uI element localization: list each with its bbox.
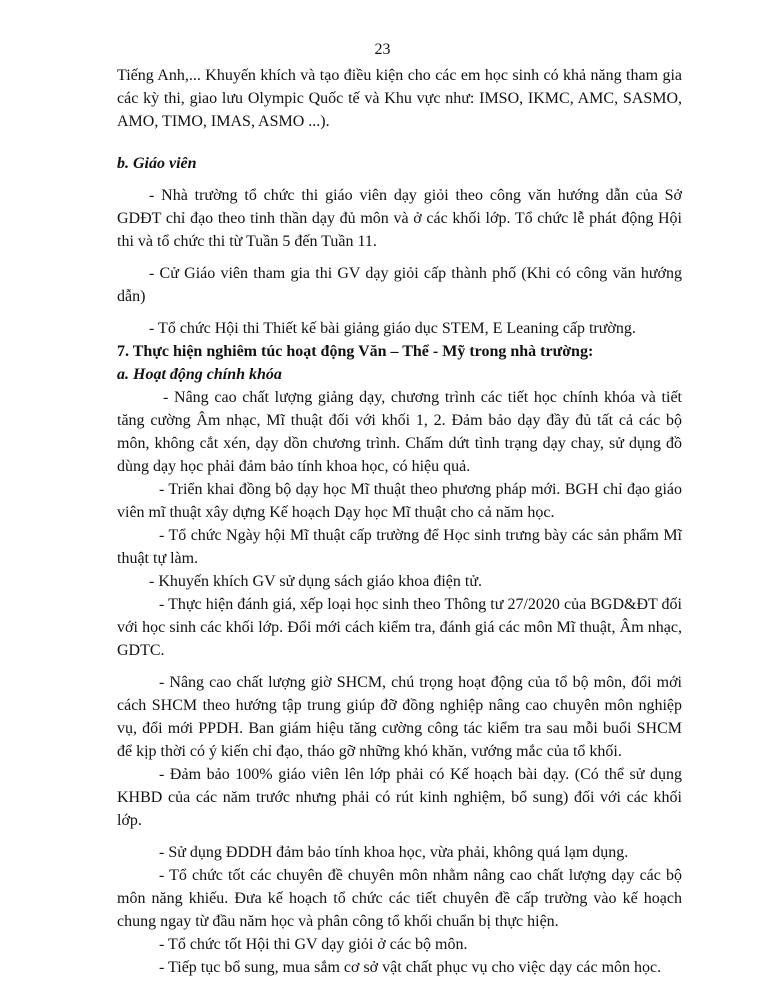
paragraph-stem-contest: - Tổ chức Hội thi Thiết kế bài giảng giáo dục STEM, E Leaning cấp trường. <box>149 320 636 337</box>
document-body <box>117 64 682 979</box>
paragraph-topics: - Tổ chức tốt các chuyên đề chuyên môn nhằm nâng cao chất lượng dạy các bộ môn năng khiếu. Đưa kế hoạch tổ chức các tiết chuyên đề cấp trường vào kế hoạch chung ngay từ đầu năm học và phân công tổ khối chuẩn bị thực hiện. <box>117 867 682 930</box>
paragraph-art-day: - Tổ chức Ngày hội Mĩ thuật cấp trường để Học sinh trưng bày các sản phẩm Mĩ thuật tự làm. <box>117 527 682 567</box>
paragraph-assessment: - Thực hiện đánh giá, xếp loại học sinh theo Thông tư 27/2020 của BGD&ĐT đối với học sinh các khối lớp. Đổi mới cách kiểm tra, đánh giá các môn Mĩ thuật, Âm nhạc, GDTC. <box>117 596 682 659</box>
paragraph-shcm: - Nâng cao chất lượng giờ SHCM, chú trọng hoạt động của tổ bộ môn, đổi mới cách SHCM theo hướng tập trung giúp đỡ đồng nghiệp nâng cao chuyên môn nghiệp vụ, đổi mới PPDH. Ban giám hiệu tăng cường công tác kiểm tra sau mỗi buổi SHCM để kịp thời có ý kiến chỉ đạo, tháo gỡ những khó khăn, vướng mắc của tổ khối. <box>117 674 682 760</box>
paragraph-lesson-plans: - Đảm bảo 100% giáo viên lên lớp phải có Kế hoạch bài dạy. (Có thể sử dụng KHBD của các năm trước nhưng phải có rút kinh nghiệm, bổ sung) đối với các khối lớp. <box>117 766 682 829</box>
paragraph-teaching-aids: - Sử dụng ĐDDH đảm bảo tính khoa học, vừa phải, không quá lạm dụng. <box>159 844 629 861</box>
paragraph-olympic: Tiếng Anh,... Khuyến khích và tạo điều kiện cho các em học sinh có khả năng tham gia các kỳ thi, giao lưu Olympic Quốc tế và Khu vực như: IMSO, IKMC, AMC, SASMO, AMO, TIMO, IMAS, ASMO ...). <box>117 67 682 130</box>
page-number: 23 <box>374 41 391 58</box>
paragraph-city-contest: - Cử Giáo viên tham gia thi GV dạy giỏi cấp thành phố (Khi có công văn hướng dẫn) <box>117 265 682 305</box>
section-heading-teachers: b. Giáo viên <box>117 155 197 172</box>
paragraph-art-method: - Triển khai đồng bộ dạy học Mĩ thuật theo phương pháp mới. BGH chỉ đạo giáo viên mĩ thuật xây dựng Kế hoạch Dạy học Mĩ thuật cho cả năm học. <box>117 481 682 521</box>
subsection-heading-a: a. Hoạt động chính khóa <box>117 366 282 383</box>
paragraph-teacher-contest: - Nhà trường tổ chức thi giáo viên dạy giỏi theo công văn hướng dẫn của Sở GDĐT chỉ đạo theo tinh thần dạy đủ môn và ở các khối lớp. Tổ chức lễ phát động Hội thi và tổ chức thi từ Tuần 5 đến Tuần 11. <box>117 187 682 250</box>
section-heading-7: 7. Thực hiện nghiêm túc hoạt động Văn – Thể - Mỹ trong nhà trường: <box>117 343 594 360</box>
paragraph-quality: - Nâng cao chất lượng giảng dạy, chương trình các tiết học chính khóa và tiết tăng cường Âm nhạc, Mĩ thuật đối với khối 1, 2. Đảm bảo dạy đầy đủ tất cả các bộ môn, không cắt xén, dạy dồn chương trình. Chấm dứt tình trạng dạy chay, sử dụng đồ dùng dạy học phải đảm bảo tính khoa học, có hiệu quả. <box>117 389 682 475</box>
paragraph-ebooks: - Khuyến khích GV sử dụng sách giáo khoa điện tử. <box>149 573 482 590</box>
paragraph-facilities: - Tiếp tục bổ sung, mua sắm cơ sở vật chất phục vụ cho việc dạy các môn học. <box>159 959 662 976</box>
paragraph-subject-contest: - Tổ chức tốt Hội thi GV dạy giỏi ở các bộ môn. <box>159 936 468 953</box>
